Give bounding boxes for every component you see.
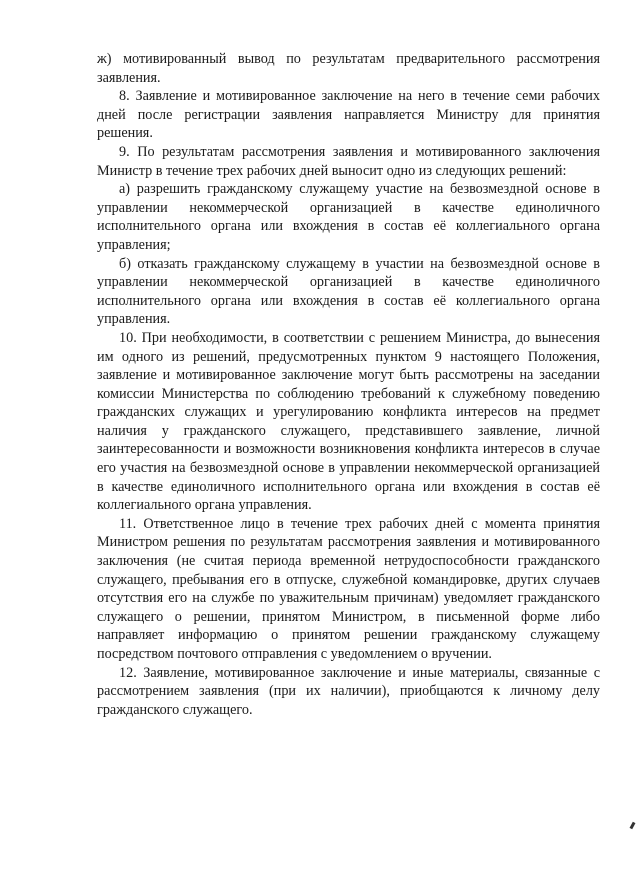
scan-mark (630, 822, 636, 830)
paragraph-11: 11. Ответственное лицо в течение трех рабочих дней с момента принятия Министром решения по результатам рассмотрения заявления и мотивированного заключения (не считая периода временной нетрудоспособности гражданского служащего, пребывания его в отпуске, служебной командировке, других случаев отсутствия его на службе по уважительным причинам) уведомляет гражданского служащего о решении, принятом Министром, в письменной форме либо направляет информацию о принятом решении гражданскому служащему посредством почтового отправления с уведомлением о вручении. (97, 515, 600, 662)
paragraph-9-option-a: а) разрешить гражданскому служащему участие на безвозмездной основе в управлении некоммерческой организацией в качестве единоличного исполнительного органа или вхождения в состав её коллегиального органа управления; (97, 181, 600, 253)
paragraph-item-zh: ж) мотивированный вывод по результатам предварительного рассмотрения заявления. (97, 51, 600, 86)
paragraph-12: 12. Заявление, мотивированное заключение и иные материалы, связанные с рассмотрением заявления (при их наличии), приобщаются к личному делу гражданского служащего. (97, 664, 600, 718)
paragraph-8: 8. Заявление и мотивированное заключение на него в течение семи рабочих дней после регистрации заявления направляется Министру для принятия решения. (97, 88, 600, 142)
paragraph-9-option-b: б) отказать гражданскому служащему в участии на безвозмездной основе в управлении некоммерческой организацией в качестве единоличного исполнительного органа или вхождения в состав её коллегиального органа управления. (97, 255, 600, 328)
paragraph-10: 10. При необходимости, в соответствии с решением Министра, до вынесения им одного из решений, предусмотренных пунктом 9 настоящего Положения, заявление и мотивированное заключение могут быть рассмотрены на заседании комиссии Министерства по соблюдению требований к служебному поведению гражданских служащих и урегулированию конфликта интересов на предмет наличия у гражданского служащего, представившего заявление, личной заинтересованности и возможности возникновения конфликта интересов в случае его участия на безвозмездной основе в управлении некоммерческой организацией в качестве единоличного исполнительного органа или вхождения в состав её коллегиального органа управления. (97, 329, 600, 514)
paragraph-9: 9. По результатам рассмотрения заявления и мотивированного заключения Министр в течение трех рабочих дней выносит одно из следующих решений: (97, 143, 600, 179)
